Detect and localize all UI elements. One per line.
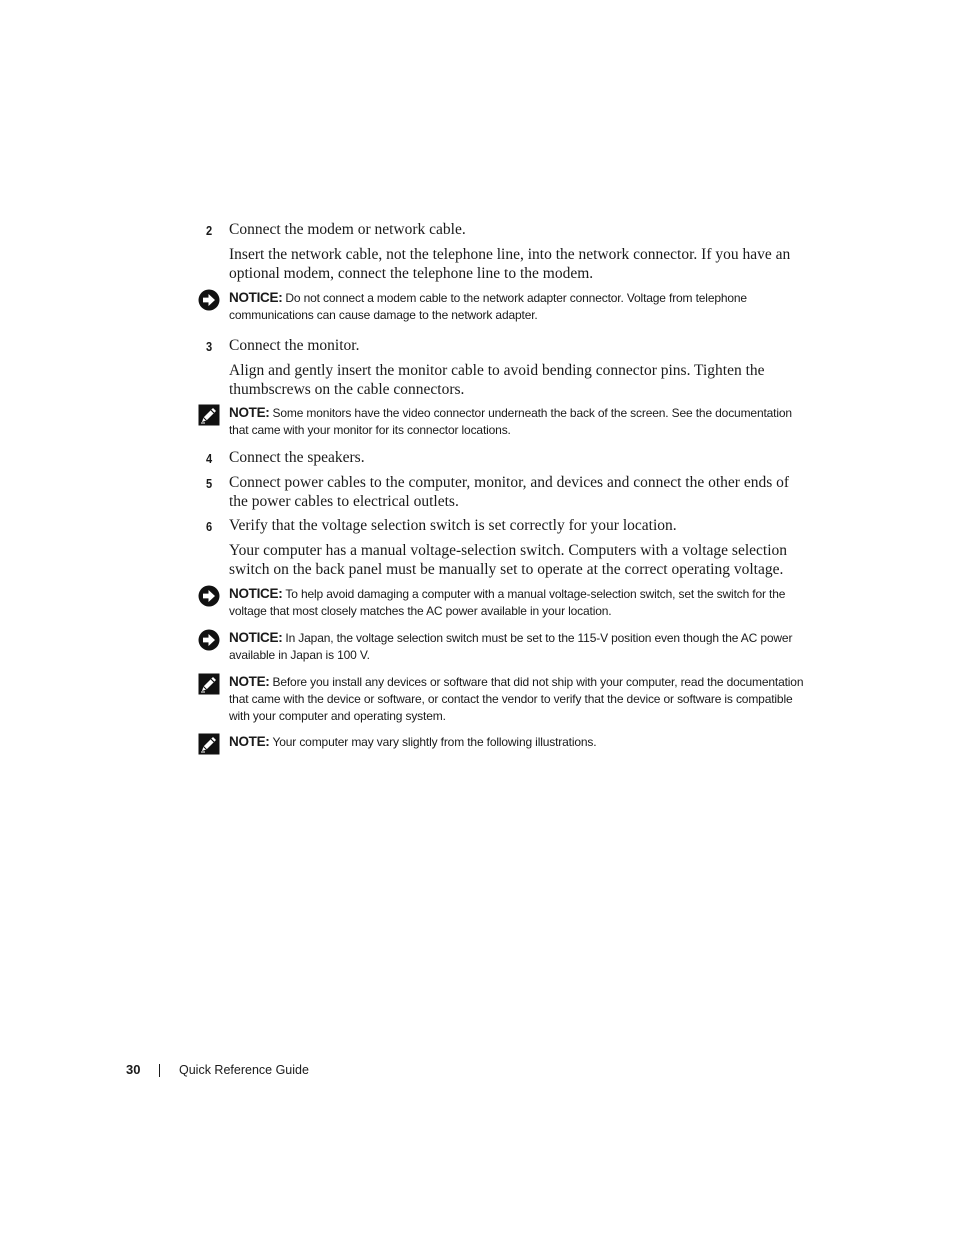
note-body (229, 404, 809, 439)
note-pencil-icon (198, 673, 220, 695)
notice-label: NOTICE: (229, 630, 283, 645)
step-text: Connect the speakers. (229, 449, 365, 466)
notice-text: In Japan, the voltage selection switch must be set to the 115-V position even though the AC power available in Japan is 100 V. (229, 631, 793, 662)
note-label: NOTE: (229, 734, 270, 749)
notice-arrow-icon (198, 585, 220, 607)
note-pencil-icon (198, 404, 220, 426)
step-text: Connect power cables to the computer, monitor, and devices and connect the other ends of the power cables to electrical outlets. (229, 474, 790, 510)
step-number: 5 (206, 476, 213, 491)
paragraph-monitor-cable: Align and gently insert the monitor cable to avoid bending connector pins. Tighten the thumbscrews on the cable connectors. (229, 362, 765, 398)
note-body (229, 733, 809, 751)
notice-text: To help avoid damaging a computer with a manual voltage-selection switch, set the switch for the voltage that most closely matches the AC power available in your location. (229, 587, 786, 618)
notice-text: Do not connect a modem cable to the network adapter connector. Voltage from telephone communications can cause damage to the network adapter. (229, 291, 747, 322)
notice-arrow-icon (198, 629, 220, 651)
note-text: Some monitors have the video connector underneath the back of the screen. See the documentation that came with your monitor for its connector locations. (229, 406, 792, 437)
notice-arrow-icon (198, 289, 220, 311)
step-text: Verify that the voltage selection switch is set correctly for your location. (229, 517, 677, 534)
paragraph-network-cable: Insert the network cable, not the telephone line, into the network connector. If you have an optional modem, connect the telephone line to the modem. (229, 246, 791, 282)
page-number: 30 (126, 1062, 141, 1077)
notice-label: NOTICE: (229, 586, 283, 601)
notice-body (229, 289, 809, 324)
step-number: 4 (206, 451, 213, 466)
note-text: Before you install any devices or software that did not ship with your computer, read the documentation that came with the device or software, or contact the vendor to verify that the device or software is compatible with your computer and operating system. (229, 675, 804, 723)
step-number: 3 (206, 339, 213, 354)
guide-title: Quick Reference Guide (179, 1063, 309, 1077)
note-label: NOTE: (229, 405, 270, 420)
step-number: 6 (206, 519, 213, 534)
step-text: Connect the monitor. (229, 337, 360, 354)
note-pencil-icon (198, 733, 220, 755)
step-text: Connect the modem or network cable. (229, 221, 466, 238)
paragraph-voltage-switch: Your computer has a manual voltage-selection switch. Computers with a voltage selection switch on the back panel must be manually set to operate at the correct operating voltage. (229, 542, 788, 578)
notice-body (229, 629, 809, 664)
footer-divider (159, 1064, 160, 1077)
note-label: NOTE: (229, 674, 270, 689)
notice-label: NOTICE: (229, 290, 283, 305)
note-body (229, 673, 809, 725)
notice-body (229, 585, 809, 620)
step-number: 2 (206, 223, 213, 238)
note-text: Your computer may vary slightly from the following illustrations. (272, 735, 597, 749)
